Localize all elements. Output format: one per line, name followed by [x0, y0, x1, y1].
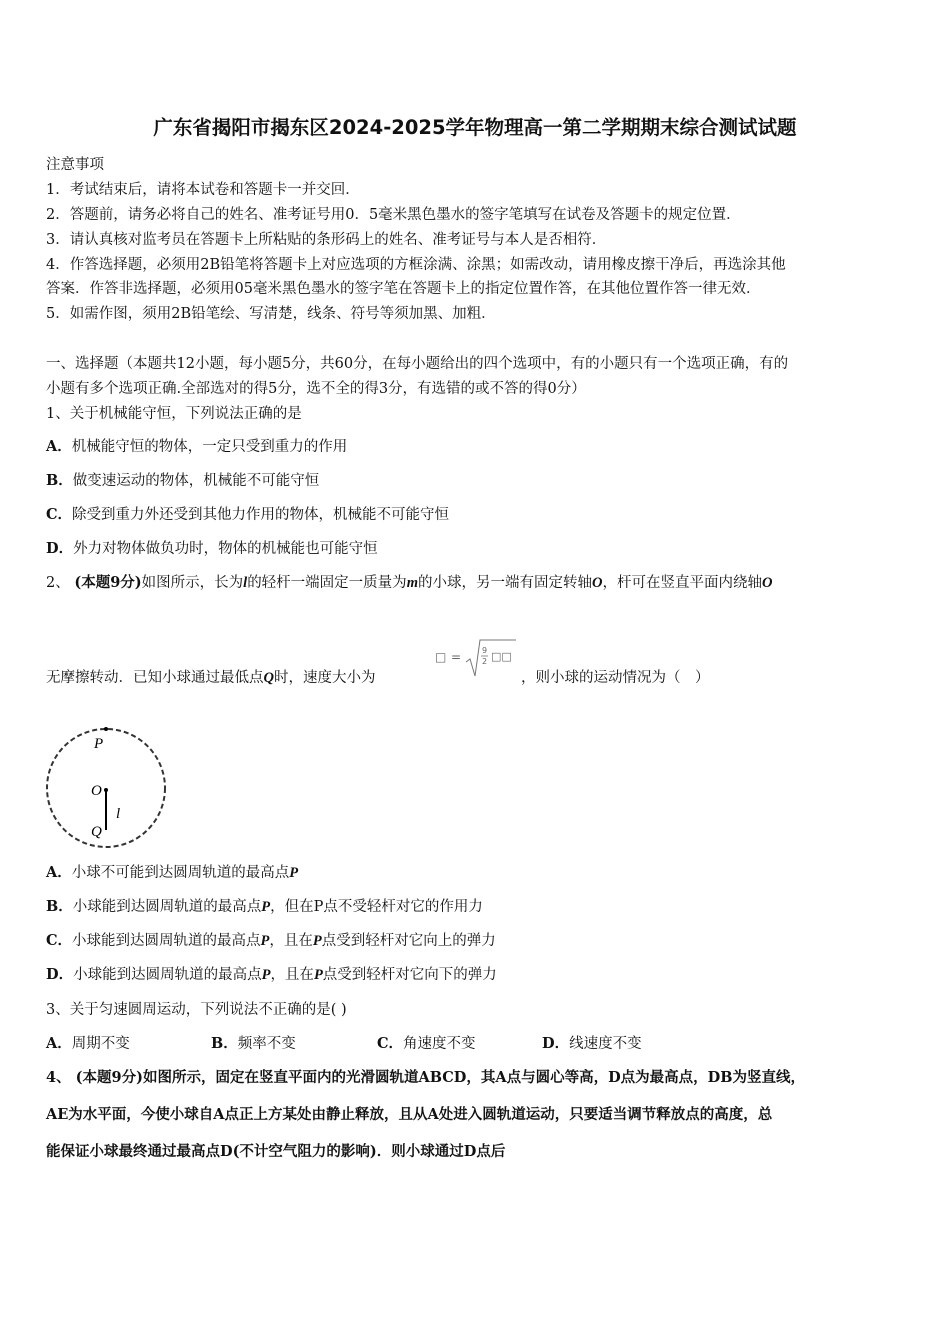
- q3-option-c: [377, 1032, 476, 1053]
- q2-text: 无摩擦转动．已知小球通过最低点: [46, 670, 264, 686]
- velocity-formula: [433, 636, 517, 680]
- var-m: m: [406, 575, 418, 591]
- q3-option-b: [211, 1032, 296, 1053]
- page-title: 广东省揭阳市揭东区2024-2025学年物理高一第二学期期末综合测试试题: [153, 116, 797, 139]
- q2-stem-line2-end: ，则小球的运动情况为（ ）: [521, 670, 710, 686]
- option-text: ，且在: [269, 933, 313, 949]
- option-text: 角速度不变: [403, 1036, 476, 1052]
- top-point: [104, 727, 108, 731]
- notice-item-5: 5．如需作图，须用2B铅笔绘、写清楚，线条、符号等须加黑、加粗．: [46, 306, 496, 322]
- option-text: ，但在P点不受轻杆对它的作用力: [270, 899, 483, 915]
- q2-circle-figure: [40, 722, 174, 848]
- option-text: ，且在: [270, 967, 314, 983]
- q4-stem-line2: AE为水平面，今使小球自A点正上方某处由静止释放，且从A处进入圆轨道运动，只要适当调节释放点的高度，总: [46, 1106, 773, 1123]
- q2-score: (本题9分): [74, 574, 142, 591]
- option-text: 机械能守恒的物体，一定只受到重力的作用: [71, 439, 348, 455]
- option-text: 做变速运动的物体，机械能不可能守恒: [72, 473, 320, 489]
- pivot-point: [104, 788, 108, 792]
- label-p: P: [94, 736, 104, 752]
- notice-item-3: 3．请认真核对监考员在答题卡上所粘贴的条形码上的姓名、准考证号与本人是否相符．: [46, 232, 607, 248]
- option-text: 频率不变: [237, 1036, 296, 1052]
- notice-heading: 注意事项: [46, 157, 104, 173]
- label-q: Q: [91, 824, 102, 840]
- option-letter: C．: [377, 1035, 404, 1052]
- option-text: 点受到轻杆对它向下的弹力: [322, 967, 497, 983]
- var-p: P: [289, 865, 299, 881]
- q3-option-a: [46, 1032, 130, 1053]
- q2-stem-line2: [46, 666, 375, 687]
- option-letter: A．: [46, 1035, 72, 1052]
- label-l: l: [116, 806, 121, 822]
- option-letter: B．: [46, 472, 73, 489]
- var-l: l: [243, 575, 248, 591]
- option-letter: A．: [46, 864, 72, 881]
- section-instructions-line2: 小题有多个选项正确.全部选对的得5分，选不全的得3分，有选错的或不答的得0分）: [46, 381, 586, 397]
- q3-option-d: [542, 1032, 642, 1053]
- option-letter: B．: [211, 1035, 238, 1052]
- option-text: 点受到轻杆对它向上的弹力: [321, 933, 496, 949]
- var-p: P: [312, 933, 322, 949]
- q2-number: 2、: [46, 575, 70, 591]
- formula-lhs: □: [435, 650, 447, 664]
- q2-text: 如图所示，长为: [141, 575, 244, 591]
- option-letter: C．: [46, 932, 73, 949]
- q2-text: 的小球，另一端有固定转轴: [417, 575, 592, 591]
- option-letter: D．: [46, 966, 74, 983]
- var-o: O: [591, 575, 603, 591]
- q4-stem-line3: 能保证小球最终通过最高点D(不计空气阻力的影响)．则小球通过D点后: [46, 1143, 506, 1160]
- formula-equals: =: [451, 650, 462, 664]
- var-o: O: [761, 575, 773, 591]
- option-text: 小球能到达圆周轨道的最高点: [72, 933, 261, 949]
- option-letter: A．: [46, 438, 72, 455]
- var-p: P: [313, 967, 323, 983]
- option-text: 小球能到达圆周轨道的最高点: [72, 899, 262, 915]
- option-text: 除受到重力外还受到其他力作用的物体，机械能不可能守恒: [72, 507, 450, 523]
- q4-stem-line1: 4、 (本题9分)如图所示，固定在竖直平面内的光滑圆轨道ABCD，其A点与圆心等高，D点为最高点，DB为竖直线，: [46, 1069, 805, 1086]
- section-instructions-line1: 一、选择题（本题共12小题，每小题5分，共60分，在每小题给出的四个选项中，有的小题只有一个选项正确，有的: [46, 356, 789, 372]
- option-letter: C．: [46, 506, 73, 523]
- q2-text: 的轻杆一端固定一质量为: [247, 575, 407, 591]
- q2-option-b: [46, 895, 483, 916]
- q3-stem: 3、关于匀速圆周运动，下列说法不正确的是( ): [46, 1002, 347, 1018]
- q2-text: 时，速度大小为: [273, 670, 376, 686]
- q2-text: ，杆可在竖直平面内绕轴: [602, 575, 762, 591]
- option-text: 线速度不变: [569, 1036, 642, 1052]
- q1-option-b: [46, 469, 319, 490]
- q1-stem: 1、关于机械能守恒，下列说法正确的是: [46, 406, 302, 422]
- q2-stem-line1: [46, 571, 772, 592]
- q1-option-a: [46, 435, 347, 456]
- var-p: P: [260, 933, 270, 949]
- formula-denominator: 2: [482, 657, 488, 666]
- option-letter: B．: [46, 898, 73, 915]
- var-q: Q: [263, 670, 274, 686]
- q1-option-c: [46, 503, 449, 524]
- option-text: 小球不可能到达圆周轨道的最高点: [71, 865, 290, 881]
- q2-option-c: [46, 929, 496, 950]
- q2-option-a: [46, 861, 298, 882]
- var-p: P: [261, 899, 271, 915]
- notice-item-4-cont: 答案．作答非选择题，必须用05毫米黑色墨水的签字笔在答题卡上的指定位置作答，在其他位置作答一律无效．: [46, 281, 761, 297]
- label-o: O: [91, 783, 102, 799]
- formula-rest: □□: [491, 650, 512, 663]
- option-text: 周期不变: [71, 1036, 130, 1052]
- option-letter: D．: [542, 1035, 570, 1052]
- q2-option-d: [46, 963, 497, 984]
- formula-numerator: 9: [482, 646, 488, 655]
- notice-item-1: 1．考试结束后，请将本试卷和答题卡一并交回．: [46, 182, 360, 198]
- notice-item-2: 2．答题前，请务必将自己的姓名、准考证号用0．5毫米黑色墨水的签字笔填写在试卷及答题卡的规定位置．: [46, 207, 741, 223]
- var-p: P: [261, 967, 271, 983]
- option-text: 小球能到达圆周轨道的最高点: [73, 967, 262, 983]
- option-text: 外力对物体做负功时，物体的机械能也可能守恒: [73, 541, 378, 557]
- option-letter: D．: [46, 540, 74, 557]
- notice-item-4: 4．作答选择题，必须用2B铅笔将答题卡上对应选项的方框涂满、涂黑；如需改动，请用橡皮擦干净后，再选涂其他: [46, 257, 786, 273]
- q1-option-d: [46, 537, 378, 558]
